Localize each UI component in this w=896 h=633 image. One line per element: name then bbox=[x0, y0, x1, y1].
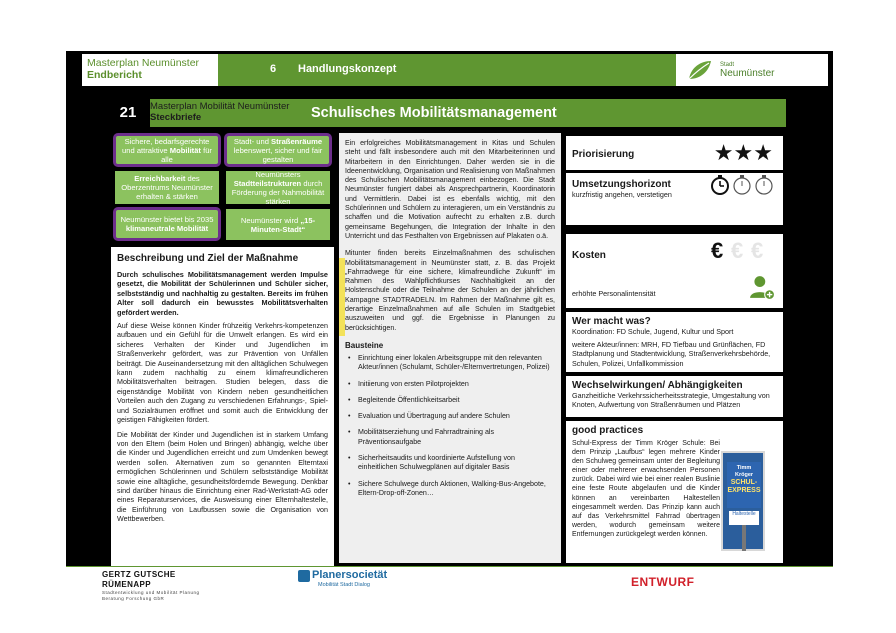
stopwatch-icon bbox=[712, 175, 728, 194]
add-person-icon bbox=[749, 274, 775, 300]
interactions-heading: Wechselwirkungen/ Abhängigkeiten bbox=[572, 380, 743, 391]
interactions-box bbox=[566, 376, 783, 417]
good-practice-box bbox=[566, 421, 783, 563]
priority-heading: Priorisierung bbox=[572, 149, 635, 160]
leaf-logo-icon bbox=[687, 59, 713, 81]
interactions-text: Ganzheitliche Verkehrssicherheitsstrategie, Umgestaltung von Knoten, Aufwertung von Straßenräumen und Plätzen bbox=[572, 391, 770, 410]
project-name: Masterplan Neumünster bbox=[87, 57, 200, 69]
priority-stars bbox=[714, 142, 773, 164]
firm-tagline: Mobilität Stadt Dialog bbox=[318, 582, 370, 588]
draft-stamp: ENTWURF bbox=[631, 575, 695, 589]
goal-box: Neumünster bietet bis 2035 klimaneutrale Mobilität bbox=[113, 207, 221, 241]
list-item: • Evaluation und Übertragung auf andere Schulen bbox=[345, 412, 555, 421]
stopwatch-icon bbox=[756, 175, 772, 194]
description-paragraph: Auf diese Weise können Kinder frühzeitig Verkehrs-kompetenzen aufbauen und ein Gefühl für die Umwelt erlangen. Es wird ein sicheres Verhalten der Kinder und Jugendlichen im Straßenverkehr gefördert, was zur Prävention von Unfällen beiträgt. Die Auseinandersetzung mit den alltäglichen Schulwegen kann zudem nachhaltig zu einem klimafreundlicheren Mobilitätsverhalten beitragen. Studien belegen, dass die eigenständige Mobilität von Kindern neben gesundheitlichen Vorteilen auch den Zugang zu verschiedenen Erfahrungs-, Spiel- und Sozialräumen eröffnet und somit auch die Entwicklung der geistigen Fähigkeiten fördert. bbox=[117, 322, 328, 425]
list-item: • Sichere Schulwege durch Aktionen, Walking-Bus-Angebote, Eltern-Drop-off-Zonen… bbox=[345, 480, 555, 499]
description-panel bbox=[111, 247, 334, 593]
responsibilities-coordination: Koordination: FD Schule, Jugend, Kultur und Sport bbox=[572, 327, 734, 336]
logo-city-name: Neumünster bbox=[720, 68, 775, 79]
bausteine-heading: Bausteine bbox=[345, 340, 384, 350]
subtitle-line1: Masterplan Mobilität Neumünster bbox=[150, 101, 290, 112]
schul-express-sign-photo bbox=[721, 451, 765, 551]
list-item: • Initiierung von ersten Pilotprojekten bbox=[345, 380, 555, 389]
euro-icon: € bbox=[711, 238, 724, 263]
chapter-title: Handlungskonzept bbox=[298, 63, 397, 75]
list-item: • Begleitende Öffentlichkeitsarbeit bbox=[345, 396, 555, 405]
priority-box bbox=[566, 136, 783, 170]
goal-grid bbox=[111, 133, 334, 243]
page bbox=[66, 51, 833, 596]
firm-name: GERTZ GUTSCHE RÜMENAPP bbox=[102, 570, 176, 589]
list-item: • Mobilitätserziehung und Fahrradtraining als Präventionsaufgabe bbox=[345, 428, 555, 447]
firm-logo-ggr bbox=[102, 570, 220, 601]
goal-box: Neumünsters Stadtteilstrukturen durch Förderung der Nahmobilität stärken bbox=[226, 171, 330, 204]
star-icon: ★ bbox=[753, 140, 773, 165]
good-practice-heading: good practices bbox=[572, 425, 644, 436]
costs-heading: Kosten bbox=[572, 250, 606, 261]
euro-icon: € bbox=[751, 238, 764, 263]
project-label bbox=[82, 54, 218, 86]
goal-box: Neumünster wird „15-Minuten-Stadt“ bbox=[226, 209, 330, 240]
good-practice-text: Schul-Express der Timm Kröger Schule: Bei dem Prinzip „Laufbus“ legen mehrere Kinder den Schulweg gemeinsam unter der Begleitung einer oder mehrerer erwachsenden Personen zurück. Dabei wird wie bei einer realen Buslinie eine feste Route abgelaufen und die Kinder können an vereinbarten Haltestellen eingesammelt werden. Das Prinzip kann auch auf das Verkehrsmittel Fahrrad übertragen werden, wodurch gemeinsam weitere Entfernungen zurückgelegt werden können. bbox=[572, 440, 720, 538]
responsibilities-box bbox=[566, 312, 783, 372]
planersocietaet-logo-icon bbox=[298, 570, 310, 582]
list-item: • Sicherheitsaudits und koordinierte Aufstellung von einheitlichen Schulwegplänen auf digitaler Basis bbox=[345, 454, 555, 473]
middle-paragraph: Mitunter finden bereits Einzelmaßnahmen des schulischen Mobilitätsmanagement in Neumünster statt, z. B. das Projekt „Fahrradwege für eine sichere, klimafreundliche Zukunft“ im Rahmen des Wahlpflichtkurses Nachhaltigkeit an der Holstenschule oder die Teilnahme der Schulen an der jährlichen Kampagne STADTRADELN. Im Rahmen der Maßnahme gilt es, derartige Einzelmaßnahmen auf alle Schulen im Stadtgebiet auszuweiten und ggf. die Ergebnisse in Planungen zu berücksichtigen. bbox=[345, 249, 555, 332]
title-bar bbox=[111, 99, 786, 127]
report-type: Endbericht bbox=[87, 69, 142, 81]
firm-logo-planersocietaet bbox=[298, 569, 398, 593]
goal-box: Erreichbarkeit des Oberzentrums Neumünster erhalten & stärken bbox=[115, 171, 219, 204]
logo-small-text: Stadt bbox=[720, 62, 735, 68]
horizon-box bbox=[566, 173, 783, 225]
bausteine-list bbox=[345, 354, 555, 498]
responsibilities-actors: weitere Akteur/innen: MRH, FD Tiefbau und Grünflächen, FD Stadtplanung und Stadtentwicklung, Straßenverkehrsbehörde, Schulen, Polizei, Unfallkommission bbox=[572, 340, 771, 368]
subtitle-line2: Steckbriefe bbox=[150, 112, 202, 123]
goal-box: Sichere, bedarfsgerechte und attraktive Mobilität für alle bbox=[113, 133, 221, 167]
stopwatch-icon bbox=[734, 175, 750, 194]
stop-plate: Haltestelle bbox=[729, 511, 759, 525]
list-item: • Einrichtung einer lokalen Arbeitsgruppe mit den relevanten Akteur/innen (Schulamt, Schüler-/Elternvertretungen, Polizei) bbox=[345, 354, 555, 373]
horizon-text: kurzfristig angehen, verstetigen bbox=[572, 190, 672, 199]
costs-text: erhöhte Personalintensität bbox=[572, 289, 656, 298]
highlight-marker bbox=[339, 258, 345, 336]
firm-name: Planersocietät bbox=[312, 569, 388, 581]
costs-box bbox=[566, 234, 783, 308]
description-paragraph: Die Mobilität der Kinder und Jugendlichen ist in starkem Umfang von den Eltern (beim Holen und Bringen) abhängig, welche über die Kinder und Jugendlichen erreicht und zum Umdenken bewegt werden sollen. Alternativen zum so genannten Elterntaxi ermöglichen Schülerinnen und Schülern selbstständige Mobilität sowie eine alltägliche, gesundheitsfördernde Bewegung. Denkbar sind darüber hinaus die Einrichtung einer Rad-Werkstatt-AG oder eines Reparaturservices, die Ausweisung einer Elternhaltestelle, die Einführung von Laufbussen sowie die Organisation von Wettbewerben. bbox=[117, 430, 328, 524]
city-logo bbox=[676, 54, 828, 86]
middle-panel bbox=[339, 133, 561, 563]
middle-paragraph: Ein erfolgreiches Mobilitätsmanagement in Kitas und Schulen steht und fällt insbesondere auch mit den Mitarbeiterinnen und Mitarbeitern in den Einrichtungen. Daher werden sie in die Ideenentwicklung, Organisation und Realisierung von Maßnahmen des Schulischen Mobilitätsmanagement einbezogen. Die Stadt Neumünster fungiert dabei als Ansprechpartnerin, Koordinatorin und Vermittlerin. Dabei ist es ebenfalls wichtig, mit den Schülerinnen und Schülern zu interagieren, um ein Verständnis zu schaffen und die Motivation aufrecht zu erhalten z.B. durch gemeinsame Begehungen, die Integration der Inhalte in den Unterricht und das Festhalten von Ergebnissen auf Plakaten o.ä. bbox=[345, 139, 555, 240]
chapter-bar bbox=[200, 54, 676, 86]
euro-icon: € bbox=[731, 238, 744, 263]
stopwatch-icons bbox=[710, 174, 776, 196]
star-icon: ★ bbox=[713, 140, 734, 165]
horizon-heading: Umsetzungshorizont bbox=[572, 179, 671, 190]
sheet-number: 21 bbox=[111, 99, 145, 127]
sheet-subtitle bbox=[150, 101, 300, 123]
description-lead: Durch schulisches Mobilitätsmanagement werden Impulse gesetzt, die Mobilität der Schülerinnen und Schüler sicher, selbstständig und nachhaltig zu gestalten. Bereits im frühen Alter soll dadurch ein bewusstes Mobilitätsverhalten gefördert werden. bbox=[117, 270, 328, 317]
goal-box: Stadt- und Straßenräume lebenswert, sicher und fair gestalten bbox=[224, 133, 332, 167]
page-header bbox=[66, 51, 833, 89]
chapter-number: 6 bbox=[270, 63, 277, 75]
responsibilities-heading: Wer macht was? bbox=[572, 316, 651, 327]
firm-tagline: Stadtentwicklung und Mobilität Planung Beratung Forschung GbR bbox=[102, 590, 200, 601]
page-title: Schulisches Mobilitätsmanagement bbox=[307, 99, 557, 127]
star-icon: ★ bbox=[733, 140, 754, 165]
description-heading: Beschreibung und Ziel der Maßnahme bbox=[117, 253, 299, 264]
bus-stop-sign: Timm Kröger SCHUL- EXPRESS bbox=[727, 462, 761, 508]
page-footer bbox=[66, 566, 833, 601]
